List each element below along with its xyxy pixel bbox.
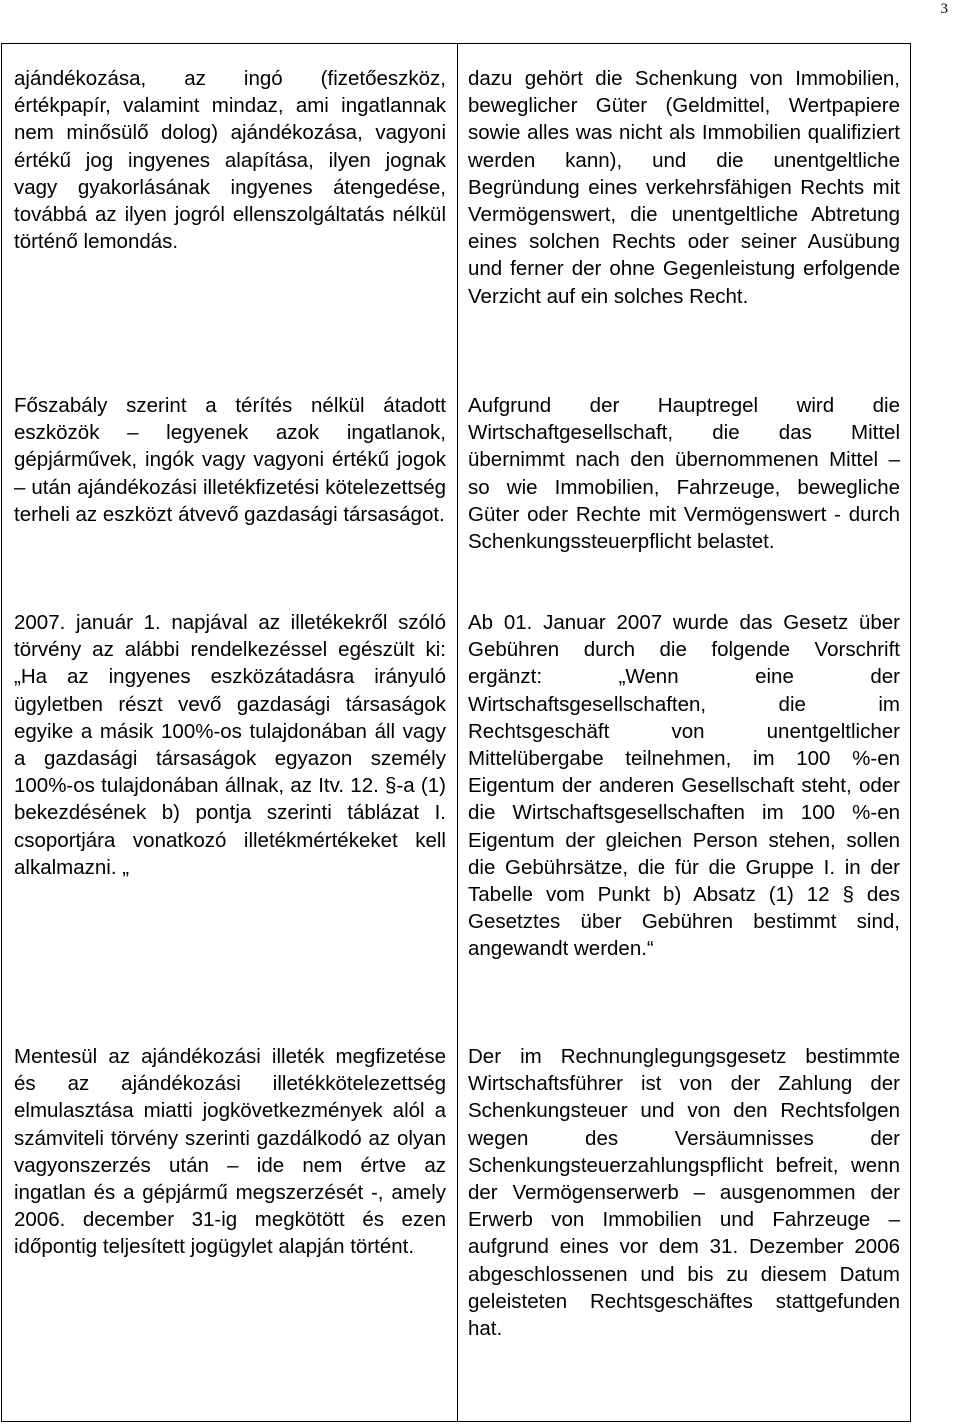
hungarian-paragraph-1: ajándékozása, az ingó (fizetőeszköz, értékpapír, valamint mindaz, ami ingatlannak nem minősülő dolog) ajándékozása, vagyoni értékű jog ingyenes alapítása, ilyen jognak vagy gyakorlásának ingyenes átengedése, továbbá az ilyen jogról ellenszolgáltatás nélkül történő lemondás. — [14, 67, 446, 254]
page-number: 3 — [940, 1, 948, 17]
column-divider — [457, 44, 458, 1421]
translation-table — [1, 43, 911, 1422]
german-paragraph-3: Ab 01. Januar 2007 wurde das Gesetz über Gebühren durch die folgende Vorschrift ergänzt: „Wenn eine der Wirtschaftsgesellschaften, die im Rechtsgeschäft von unentgeltlicher Mittelübergabe teilnehmen, im 100 %-en Eigentum der anderen Gesellschaft steht, oder die Wirtschaftsgesellschaften im 100 %-en Eigentum der gleichen Person stehen, sollen die Gebührsätze, die für die Gruppe I. in der Tabelle vom Punkt b) Absatz (1) 12 § des Gesetztes über Gebühren bestimmt sind, angewandt werden.“ — [468, 611, 900, 961]
german-paragraph-1: dazu gehört die Schenkung von Immobilien, beweglicher Güter (Geldmittel, Wertpapiere sowie alles was nicht als Immobilien qualifiziert werden kann), und die unentgeltliche Begründung eines verkehrsfähigen Rechts mit Vermögenswert, die unentgeltliche Abtretung eines solchen Rechts oder seiner Ausübung und ferner der ohne Gegenleistung erfolgende Verzicht auf ein solches Recht. — [468, 67, 900, 308]
hungarian-paragraph-3: 2007. január 1. napjával az illetékekről szóló törvény az alábbi rendelkezéssel egészült ki: „Ha az ingyenes eszközátadásra irányuló ügyletben részt vevő gazdasági társaságok egyike a másik 100%-os tulajdonában áll vagy a gazdasági társaságok egyazon személy 100%-os tulajdonában állnak, az Itv. 12. §-a (1) bekezdésének b) pontja szerinti táblázat I. csoportjára vonatkozó illetékmértékeket kell alkalmazni. „ — [14, 611, 446, 879]
hungarian-paragraph-4: Mentesül az ajándékozási illeték megfizetése és az ajándékozási illetékkötelezettség elmulasztása miatti jogkövetkezmények alól a számviteli törvény szerinti gazdálkodó az olyan vagyonszerzés után ‒ ide nem értve az ingatlan és a gépjármű megszerzését -, amely 2006. december 31-ig megkötött és ezen időpontig teljesített jogügylet alapján történt. — [14, 1045, 446, 1259]
german-paragraph-2: Aufgrund der Hauptregel wird die Wirtschaftgesellschaft, die das Mittel übernimmt nach den übernommenen Mittel ‒ so wie Immobilien, Fahrzeuge, bewegliche Güter oder Rechte mit Vermögenswert - durch Schenkungssteuerpflicht belastet. — [468, 394, 900, 554]
hungarian-paragraph-2: Főszabály szerint a térítés nélkül átadott eszközök ‒ legyenek azok ingatlanok, gépjárművek, ingók vagy vagyoni értékű jogok ‒ után ajándékozási illetékfizetési kötelezettség terheli az eszközt átvevő gazdasági társaságot. — [14, 394, 446, 526]
german-paragraph-4: Der im Rechnunglegungsgesetz bestimmte Wirtschaftsführer ist von der Zahlung der Schenkungsteuer und von den Rechtsfolgen wegen des Versäumnisses der Schenkungsteuerzahlungspflicht befreit, wenn der Vermögenserwerb ‒ ausgenommen der Erwerb von Immobilien und Fahrzeuge ‒ aufgrund eines vor dem 31. Dezember 2006 abgeschlossenen und bis zu diesem Datum geleisteten Rechtsgeschäftes stattgefunden hat. — [468, 1045, 900, 1341]
